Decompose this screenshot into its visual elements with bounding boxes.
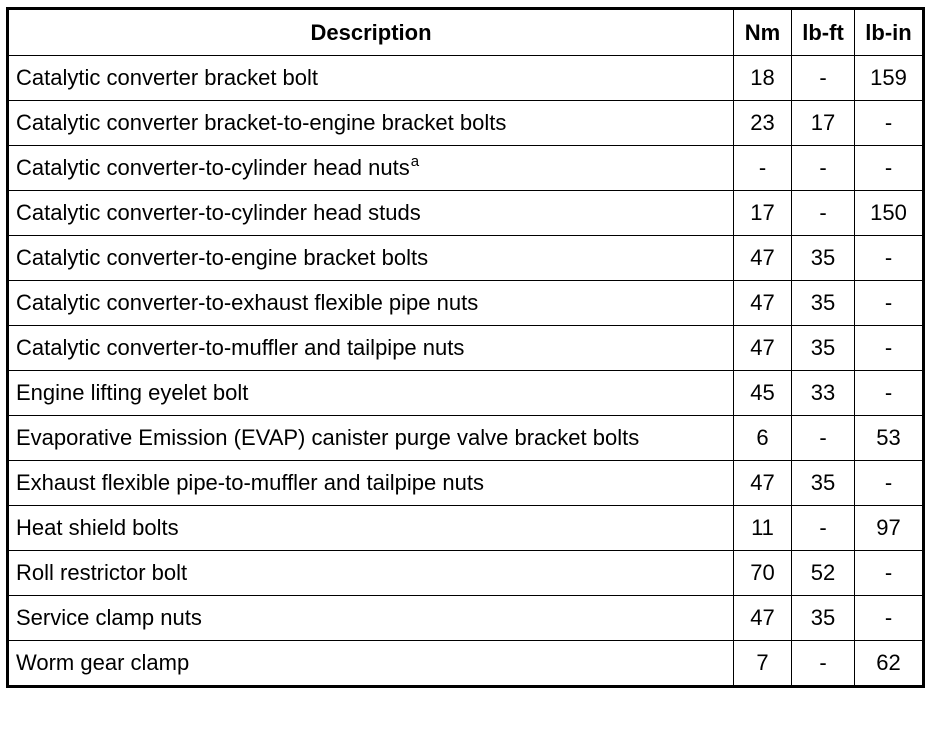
row-lbin-value: 97 <box>855 506 924 551</box>
header-row <box>8 9 924 56</box>
row-description <box>8 551 734 596</box>
header-lbin: lb-in <box>855 9 924 56</box>
row-lbft-value: 33 <box>792 371 855 416</box>
row-description-text: Catalytic converter bracket-to-engine bracket bolts <box>16 110 507 135</box>
row-lbft-value: - <box>792 56 855 101</box>
row-nm-value: 47 <box>734 281 792 326</box>
row-lbft-value: - <box>792 506 855 551</box>
row-lbin-value: 159 <box>855 56 924 101</box>
row-description-text: Catalytic converter-to-cylinder head nuts <box>16 155 410 180</box>
row-lbin-value: - <box>855 281 924 326</box>
row-description <box>8 641 734 687</box>
torque-spec-table <box>6 7 925 688</box>
row-lbft-value: 35 <box>792 461 855 506</box>
row-lbft-value: 35 <box>792 326 855 371</box>
row-description <box>8 506 734 551</box>
row-nm-value: 7 <box>734 641 792 687</box>
row-lbin-value: 53 <box>855 416 924 461</box>
row-nm-value: 45 <box>734 371 792 416</box>
row-lbft-value: 35 <box>792 596 855 641</box>
row-description-text: Engine lifting eyelet bolt <box>16 380 249 405</box>
row-lbft-value: 35 <box>792 281 855 326</box>
row-lbft-value: - <box>792 416 855 461</box>
row-description-text: Catalytic converter-to-engine bracket bolts <box>16 245 429 270</box>
row-lbft-value: 35 <box>792 236 855 281</box>
row-nm-value: 6 <box>734 416 792 461</box>
row-lbin-value: - <box>855 326 924 371</box>
row-nm-value: 23 <box>734 101 792 146</box>
row-nm-value: 11 <box>734 506 792 551</box>
row-description-text: Catalytic converter bracket bolt <box>16 65 319 90</box>
row-lbin-value: 62 <box>855 641 924 687</box>
table-row <box>8 281 924 326</box>
table-row <box>8 461 924 506</box>
table-row <box>8 416 924 461</box>
table-row <box>8 236 924 281</box>
table-row <box>8 596 924 641</box>
row-description <box>8 596 734 641</box>
row-nm-value: 47 <box>734 461 792 506</box>
row-description <box>8 281 734 326</box>
row-description <box>8 191 734 236</box>
header-description: Description <box>8 9 734 56</box>
row-description-text: Evaporative Emission (EVAP) canister purge valve bracket bolts <box>16 425 640 450</box>
table-row <box>8 326 924 371</box>
row-lbin-value: - <box>855 551 924 596</box>
table-row <box>8 641 924 687</box>
row-lbin-value: - <box>855 461 924 506</box>
row-nm-value: 70 <box>734 551 792 596</box>
row-nm-value: 47 <box>734 326 792 371</box>
row-lbin-value: - <box>855 596 924 641</box>
row-description <box>8 416 734 461</box>
row-description-text: Exhaust flexible pipe-to-muffler and tailpipe nuts <box>16 470 484 495</box>
row-description-text: Catalytic converter-to-exhaust flexible pipe nuts <box>16 290 479 315</box>
row-description-text: Heat shield bolts <box>16 515 179 540</box>
row-lbin-value: - <box>855 371 924 416</box>
table-row <box>8 101 924 146</box>
row-lbft-value: - <box>792 641 855 687</box>
row-description-text: Roll restrictor bolt <box>16 560 188 585</box>
row-nm-value: 47 <box>734 596 792 641</box>
header-lbft: lb-ft <box>792 9 855 56</box>
table-body <box>8 56 924 687</box>
row-description <box>8 101 734 146</box>
row-description <box>8 371 734 416</box>
row-description <box>8 236 734 281</box>
row-lbin-value: - <box>855 101 924 146</box>
table-row <box>8 506 924 551</box>
row-description <box>8 326 734 371</box>
row-lbin-value: - <box>855 146 924 191</box>
table-row <box>8 191 924 236</box>
footnote-marker: a <box>410 153 420 170</box>
row-nm-value: - <box>734 146 792 191</box>
row-description <box>8 146 734 191</box>
row-nm-value: 18 <box>734 56 792 101</box>
table-row <box>8 371 924 416</box>
row-description-text: Service clamp nuts <box>16 605 202 630</box>
row-description-text: Catalytic converter-to-cylinder head studs <box>16 200 421 225</box>
table-row <box>8 551 924 596</box>
row-nm-value: 17 <box>734 191 792 236</box>
row-description-text: Worm gear clamp <box>16 650 190 675</box>
row-lbft-value: - <box>792 191 855 236</box>
header-nm: Nm <box>734 9 792 56</box>
row-description <box>8 56 734 101</box>
row-description <box>8 461 734 506</box>
table-header <box>8 9 924 56</box>
row-lbft-value: 17 <box>792 101 855 146</box>
row-nm-value: 47 <box>734 236 792 281</box>
row-lbin-value: 150 <box>855 191 924 236</box>
table-row <box>8 146 924 191</box>
row-lbft-value: 52 <box>792 551 855 596</box>
row-lbin-value: - <box>855 236 924 281</box>
table-row <box>8 56 924 101</box>
row-description-text: Catalytic converter-to-muffler and tailpipe nuts <box>16 335 465 360</box>
row-lbft-value: - <box>792 146 855 191</box>
